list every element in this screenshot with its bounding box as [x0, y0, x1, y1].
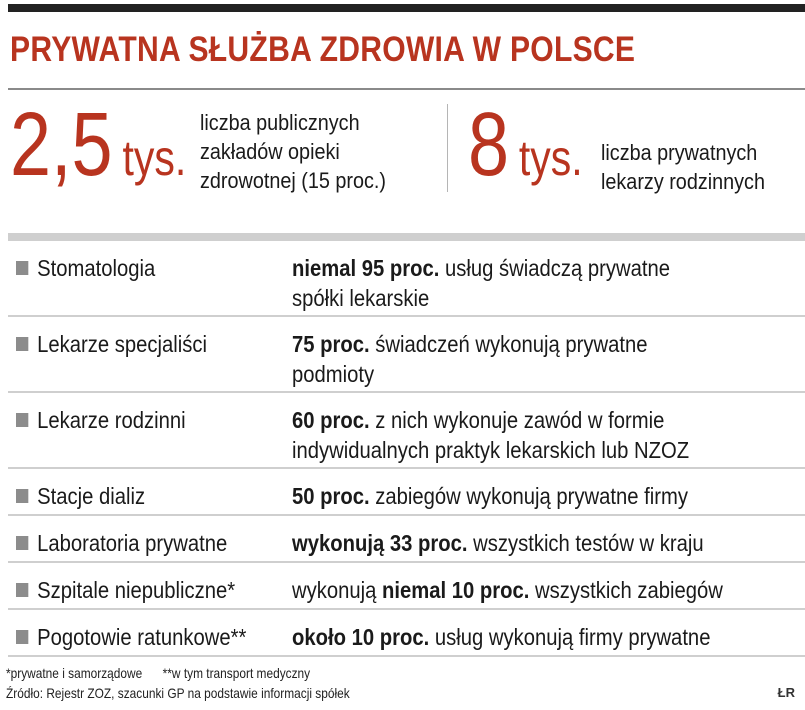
stat-private-doctors-description	[601, 138, 765, 196]
row-label: Lekarze specjaliści	[16, 329, 207, 359]
square-bullet-icon	[16, 337, 28, 351]
row-value	[292, 622, 710, 652]
value-text: indywidualnych praktyk lekarskich lub NZOZ	[292, 437, 690, 463]
row-label: Laboratoria prywatne	[16, 528, 227, 558]
table-row	[8, 469, 805, 516]
value-text: wszystkich testów w kraju	[467, 530, 704, 556]
table-row	[8, 516, 805, 563]
stat-public-facilities-figure	[10, 95, 187, 195]
row-value	[292, 253, 670, 313]
stat-desc-line: liczba prywatnych	[601, 140, 758, 165]
value-text: wykonują	[292, 577, 383, 603]
stats-divider	[447, 104, 448, 192]
table-top-rule	[8, 233, 805, 241]
value-highlight: 50 proc.	[292, 483, 370, 509]
row-label: Lekarze rodzinni	[16, 405, 186, 435]
infographic-title: PRYWATNA SŁUŻBA ZDROWIA W POLSCE	[10, 30, 636, 69]
title-divider	[8, 88, 805, 90]
value-highlight: około 10 proc.	[292, 624, 430, 650]
stat-desc-line: lekarzy rodzinnych	[601, 169, 765, 194]
row-label: Pogotowie ratunkowe**	[16, 622, 246, 652]
table-row	[8, 610, 805, 657]
row-value	[292, 405, 689, 465]
row-label: Stomatologia	[16, 253, 155, 283]
table-row	[8, 241, 805, 317]
value-text: podmioty	[292, 361, 375, 387]
row-value	[292, 575, 723, 605]
stat-desc-line: zakładów opieki	[200, 139, 340, 164]
table-row	[8, 563, 805, 610]
stat-private-doctors-figure	[468, 95, 583, 195]
stat-public-facilities-description	[200, 108, 386, 195]
stat-desc-line: zdrowotnej (15 proc.)	[200, 168, 386, 193]
stat-unit: tys.	[518, 130, 583, 186]
square-bullet-icon	[16, 536, 28, 550]
value-text: spółki lekarskie	[292, 285, 430, 311]
author-credit: ŁR	[777, 685, 795, 700]
value-text: z nich wykonuje zawód w formie	[369, 407, 665, 433]
square-bullet-icon	[16, 489, 28, 503]
table-row	[8, 317, 805, 393]
footnote-1: *prywatne i samorządowe	[6, 665, 143, 681]
value-text: usług wykonują firmy prywatne	[429, 624, 711, 650]
stat-desc-line: liczba publicznych	[200, 110, 360, 135]
footnotes	[6, 665, 310, 681]
footnote-2: **w tym transport medyczny	[162, 665, 311, 681]
value-text: świadczeń wykonują prywatne	[369, 331, 648, 357]
square-bullet-icon	[16, 630, 28, 644]
stat-number: 8	[468, 95, 510, 195]
square-bullet-icon	[16, 583, 28, 597]
stat-unit: tys.	[122, 130, 187, 186]
sector-table	[8, 241, 805, 657]
value-highlight: 60 proc.	[292, 407, 370, 433]
value-highlight: niemal 95 proc.	[292, 255, 440, 281]
row-value	[292, 329, 648, 389]
value-highlight: niemal 10 proc.	[382, 577, 530, 603]
square-bullet-icon	[16, 413, 28, 427]
top-rule	[8, 4, 805, 12]
square-bullet-icon	[16, 261, 28, 275]
table-row	[8, 393, 805, 469]
value-highlight: wykonują 33 proc.	[292, 530, 468, 556]
value-text: wszystkich zabiegów	[529, 577, 723, 603]
row-label: Szpitale niepubliczne*	[16, 575, 235, 605]
value-text: usług świadczą prywatne	[439, 255, 671, 281]
row-label: Stacje dializ	[16, 481, 145, 511]
value-highlight: 75 proc.	[292, 331, 370, 357]
value-text: zabiegów wykonują prywatne firmy	[369, 483, 688, 509]
row-value	[292, 528, 704, 558]
source-note: Źródło: Rejestr ZOZ, szacunki GP na podstawie informacji spółek	[6, 685, 350, 701]
stat-number: 2,5	[10, 95, 113, 195]
row-value	[292, 481, 688, 511]
